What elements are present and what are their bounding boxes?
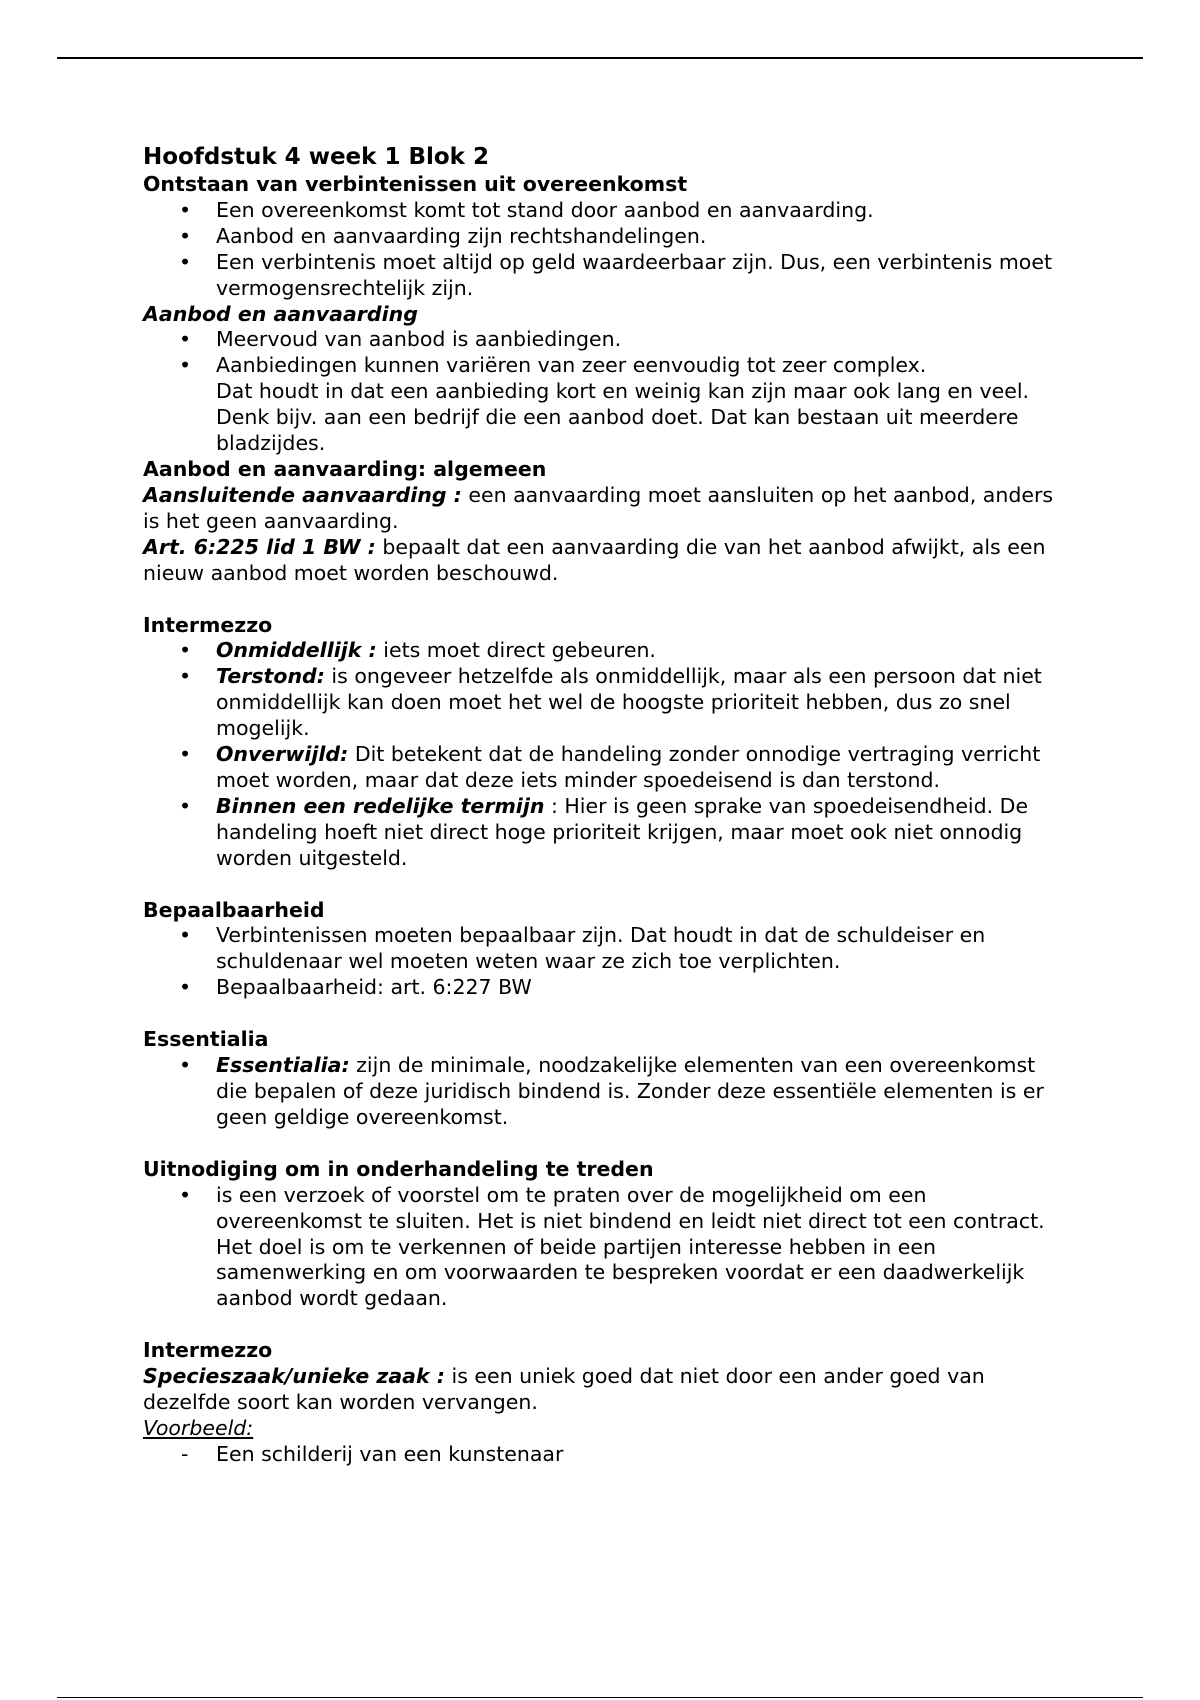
- list-item: • Binnen een redelijke termijn : Hier is geen sprake van spoedeisendheid. De handeling hoeft niet direct hoge prioriteit krijgen, maar moet ook niet onnodig worden uitgesteld.: [179, 793, 1029, 870]
- bullet-icon: •: [179, 742, 192, 767]
- bullet-icon: •: [179, 793, 192, 818]
- paragraph-specieszaak: Specieszaak/unieke zaak : is een uniek goed dat niet door een ander goed van dezelfde soort kan worden vervangen.: [143, 1364, 985, 1415]
- bullet-icon: •: [179, 638, 192, 663]
- list-item: • Aanbiedingen kunnen variëren van zeer eenvoudig tot zeer complex. Dat houdt in dat een aanbieding kort en weinig kan zijn maar ook lang en veel. Denk bijv. aan een bedrijf die een aanbod doet. Dat kan bestaan uit meerdere bladzijdes.: [179, 353, 1030, 456]
- document-title: Hoofdstuk 4 week 1 Blok 2: [143, 144, 489, 170]
- bullet-icon: •: [179, 327, 192, 352]
- example-label: Voorbeeld:: [143, 1415, 254, 1440]
- section-heading-intermezzo-1: Intermezzo: [143, 612, 273, 637]
- term: Art. 6:225 lid 1 BW :: [143, 534, 376, 559]
- bullet-icon: •: [179, 923, 192, 948]
- list-item: • Aanbod en aanvaarding zijn rechtshandelingen.: [179, 223, 707, 248]
- list-item: • Essentialia: zijn de minimale, noodzakelijke elementen van een overeenkomst die bepalen of deze juridisch bindend is. Zonder deze essentiële elementen is er geen geldige overeenkomst.: [179, 1053, 1044, 1129]
- dash-icon: -: [181, 1441, 189, 1466]
- list-item: • Een verbintenis moet altijd op geld waardeerbaar zijn. Dus, een verbintenis moet vermogensrechtelijk zijn.: [179, 249, 1052, 300]
- section-heading-bepaalbaarheid: Bepaalbaarheid: [143, 897, 325, 922]
- section-heading-uitnodiging: Uitnodiging om in onderhandeling te treden: [143, 1156, 654, 1181]
- list-item: • Verbintenissen moeten bepaalbaar zijn. Dat houdt in dat de schuldeiser en schuldenaar wel moeten weten waar ze zich toe verplichten.: [179, 923, 986, 974]
- bullet-icon: •: [179, 1182, 192, 1207]
- bullet-icon: •: [179, 249, 192, 274]
- document-page: [143, 142, 1063, 1468]
- bullet-icon: •: [179, 223, 192, 248]
- bullet-list-aanbod: [143, 327, 1063, 457]
- bullet-icon: •: [179, 664, 192, 689]
- list-item: • Onmiddellijk : iets moet direct gebeuren.: [179, 638, 656, 663]
- bullet-icon: •: [179, 353, 192, 378]
- list-item: • Een overeenkomst komt tot stand door aanbod en aanvaarding.: [179, 197, 874, 222]
- header-rule: [57, 57, 1143, 59]
- bullet-list-ontstaan: [143, 198, 1063, 302]
- paragraph-art-6-225: Art. 6:225 lid 1 BW : bepaalt dat een aanvaarding die van het aanbod afwijkt, als een nieuw aanbod moet worden beschouwd.: [143, 534, 1046, 585]
- section-heading-intermezzo-2: Intermezzo: [143, 1338, 273, 1363]
- paragraph-aansluitende: Aansluitende aanvaarding : een aanvaarding moet aansluiten op het aanbod, anders is het geen aanvaarding.: [143, 482, 1054, 533]
- list-item: • Bepaalbaarheid: art. 6:227 BW: [179, 975, 532, 1000]
- section-heading-essentialia: Essentialia: [143, 1027, 269, 1052]
- bullet-icon: •: [179, 1053, 192, 1078]
- list-item: • Meervoud van aanbod is aanbiedingen.: [179, 327, 622, 352]
- bullet-list-intermezzo: [143, 638, 1063, 871]
- list-item: • is een verzoek of voorstel om te praten over de mogelijkheid om een overeenkomst te sluiten. Het is niet bindend en leidt niet direct tot een contract. Het doel is om te verkennen of beide partijen interesse hebben in een samenwerking en om voorwaarden te bespreken voordat er een daadwerkelijk aanbod wordt gedaan.: [179, 1182, 1045, 1311]
- term: Aansluitende aanvaarding :: [143, 482, 462, 507]
- bullet-list-bepaalbaarheid: [143, 923, 1063, 1001]
- section-heading-ontstaan: Ontstaan van verbintenissen uit overeenkomst: [143, 172, 688, 196]
- bullet-icon: •: [179, 975, 192, 1000]
- bullet-icon: •: [179, 197, 192, 222]
- list-item: • Terstond: is ongeveer hetzelfde als onmiddellijk, maar als een persoon dat niet onmiddellijk kan doen moet het wel de hoogste prioriteit hebben, dus zo snel mogelijk.: [179, 664, 1042, 741]
- bullet-list-uitnodiging: [143, 1183, 1063, 1313]
- list-item: • Onverwijld: Dit betekent dat de handeling zonder onnodige vertraging verricht moet worden, maar dat deze iets minder spoedeisend is dan terstond.: [179, 742, 1041, 792]
- footer-rule: [57, 1697, 1143, 1698]
- section-heading-algemeen: Aanbod en aanvaarding: algemeen: [143, 456, 547, 481]
- bullet-list-essentialia: [143, 1053, 1063, 1131]
- list-item: - Een schilderij van een kunstenaar: [181, 1441, 564, 1466]
- dash-list-voorbeeld: [143, 1442, 1063, 1468]
- section-heading-aanbod: Aanbod en aanvaarding: [143, 301, 418, 326]
- term: Specieszaak/unieke zaak :: [143, 1364, 445, 1389]
